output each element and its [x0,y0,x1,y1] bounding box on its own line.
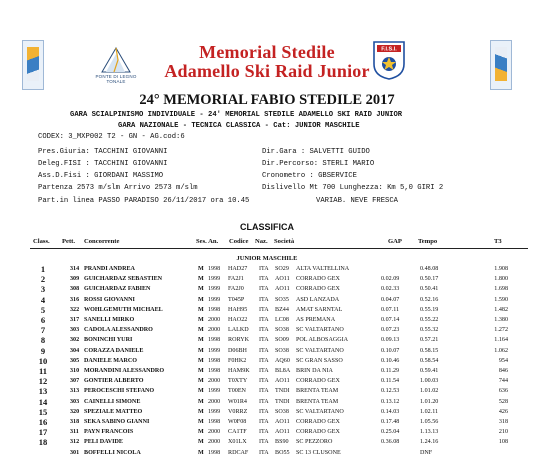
deleg-fisi: Deleg.FISI : TACCHINI GIOVANNI [38,160,168,168]
nation: ITA [259,296,269,303]
gap: 0.02.33 [381,286,400,293]
birth-year: 1999 [208,286,221,293]
sex: M [198,419,204,425]
birth-year: 2000 [208,378,221,385]
bib-number: 317 [70,317,80,323]
birth-year: 2000 [208,398,221,405]
gap: 0.13.12 [381,398,400,405]
rank: 8 [40,335,46,346]
club-code: SO29 [275,266,289,272]
nation: ITA [259,266,269,272]
bib-number: 303 [70,398,80,405]
points: 1.698 [494,286,508,293]
col-codice: Codice [229,238,249,245]
club-code: AO11 [275,419,290,425]
time: 0.55.22 [420,317,439,323]
bib-number: 312 [70,439,80,446]
club-name: BRIN DA NIA [296,368,333,374]
gap: 0.07.23 [381,327,400,334]
points: 1.062 [494,347,508,354]
points: 1.800 [494,276,508,283]
points: 1.482 [494,306,508,313]
nation: ITA [259,347,269,354]
table-row [0,439,534,449]
points: 1.908 [494,266,508,272]
athlete-name: MORANDINI ALESSANDRO [84,368,165,374]
gap: 0.25.04 [381,429,400,436]
athlete-name: DANIELE MARCO [84,357,137,364]
club-name: ALTA VALTELLINA [296,266,350,272]
athlete-name: SANELLI MIRKO [84,317,135,323]
points: 636 [498,388,508,395]
dir-gara: Dir.Gara : SALVETTI GUIDO [262,148,370,156]
club-code: AO11 [275,378,290,385]
rank: 5 [40,304,46,315]
athlete-name: PAYN FRANCOIS [84,429,134,436]
fisi-code: T0XTY [228,378,248,385]
athlete-name: BOFFELLI NICOLA [84,449,141,456]
birth-year: 1998 [208,306,221,313]
header-divider [30,248,528,249]
points: 954 [498,357,508,364]
birth-year: 1998 [208,419,221,425]
points: 210 [498,429,508,436]
club-name: CORRADO GEX [296,286,340,293]
club-code: BL8A [275,368,291,374]
nation: ITA [259,337,269,344]
sex: M [198,368,204,374]
fisi-code: X01LX [228,439,247,446]
club-name: AS PREMANA [296,317,336,323]
club-code: SO38 [275,327,289,334]
birth-year: 1999 [208,276,221,283]
col-naz: Naz. [255,238,268,245]
club-name: POL ALBOSAGGIA [296,337,349,344]
club-code: BS90 [275,439,289,446]
sex: M [198,266,204,272]
col-societa: Società [274,238,295,245]
birth-year: 2000 [208,327,221,334]
nation: ITA [259,327,269,334]
nation: ITA [259,439,269,446]
nation: ITA [259,378,269,385]
athlete-name: SPEZIALE MATTEO [84,408,143,415]
bib-number: 318 [70,419,80,425]
table-row [0,345,534,358]
fisi-code: T045P [228,296,245,303]
nation: ITA [259,449,269,456]
time: DNF [420,449,433,456]
nation: ITA [259,317,269,323]
gap: 0.04.07 [381,296,400,303]
club-code: BO55 [275,449,290,456]
fisi-code: RDCAF [228,449,249,456]
time: 1.24.16 [420,439,439,446]
rank: 18 [38,437,48,448]
nation: ITA [259,429,269,436]
partenza-arrivo: Partenza 2573 m/slm Arrivo 2573 m/slm [38,184,198,192]
fisi-code: FA2J1 [228,276,244,283]
birth-year: 1999 [208,388,221,395]
table-row [0,355,534,368]
sex: M [198,378,204,385]
gap: 0.11.54 [381,378,400,385]
birth-year: 1998 [208,368,221,374]
sex: M [198,276,204,283]
fisi-code: D06BH [228,347,247,354]
nation: ITA [259,357,269,364]
nation: ITA [259,286,269,293]
gap: 0.12.53 [381,388,400,395]
bib-number: 307 [70,378,80,385]
bib-number: 314 [70,266,80,272]
codex: CODEX: 3_MXP002 T2 - GN - AG.cod:6 [38,133,185,141]
bib-number: 313 [70,388,80,395]
table-row [0,304,534,317]
info-line1: GARA SCIALPINISMO INDIVIDUALE - 24' MEMORIAL STEDILE ADAMELLO SKI RAID JUNIOR [70,111,403,119]
col-gap: GAP [388,238,402,245]
rank: 10 [38,355,48,366]
athlete-name: PEROCESCHI STEFANO [84,388,155,395]
category-label: JUNIOR MASCHILE [236,255,298,262]
fisi-code: W01R4 [228,398,247,405]
time: 1.05.56 [420,419,439,425]
athlete-name: GUICHARDAZ SEBASTIEN [84,276,163,283]
time: 1.01.20 [420,398,439,405]
nation: ITA [259,388,269,395]
sex: M [198,317,204,323]
club-code: BZ44 [275,306,289,313]
bib-number: 303 [70,327,80,334]
birth-year: 2000 [208,429,221,436]
rank: 4 [40,294,46,305]
time: 0.58.54 [420,357,439,364]
club-code: AO11 [275,429,290,436]
athlete-name: WOHLGEMUTH MICHAEL [84,306,163,313]
table-row [0,317,534,327]
club-code: SO35 [275,296,289,303]
time: 0.48.08 [420,266,439,272]
sex: M [198,388,204,395]
club-name: ASD LANZADA [296,296,340,303]
nation: ITA [259,419,269,425]
event-title: 24° MEMORIAL FABIO STEDILE 2017 [139,92,395,108]
birth-year: 1999 [208,296,221,303]
sex: M [198,449,204,456]
fisi-code: W0F08 [228,419,247,425]
fisi-code: LALKD [228,327,249,334]
gap: 0.07.14 [381,317,400,323]
points: 318 [498,419,508,425]
athlete-name: PRANDI ANDREA [84,266,135,272]
rank: 6 [40,315,46,325]
birth-year: 2000 [208,317,221,323]
rank: 16 [38,417,48,427]
time: 1.00.03 [420,378,439,385]
club-name: SC GRAN SASSO [296,357,343,364]
info-line2: GARA NAZIONALE - TECNICA CLASSICA - Cat: JUNIOR MASCHILE [118,122,360,130]
athlete-name: BONINCHI YURI [84,337,133,344]
club-code: AO11 [275,276,290,283]
table-row [0,294,534,307]
fisi-code: HAD27 [228,266,248,272]
rank: 1 [40,264,46,274]
gap: 0.09.13 [381,337,400,344]
gap: 0.02.09 [381,276,400,283]
fisi-code: T00EN [228,388,246,395]
partenza-linea: Part.in linea PASSO PARADISO 26/11/2017 ora 10.45 [38,197,250,205]
gap: 0.07.11 [381,306,400,313]
nation: ITA [259,306,269,313]
nation: ITA [259,368,269,374]
points: 1.164 [494,337,508,344]
bib-number: 310 [70,368,80,374]
club-name: CORRADO GEX [296,378,340,385]
points: 426 [498,408,508,415]
time: 0.50.17 [420,276,439,283]
rank: 7 [40,325,46,336]
fisi-code: V0RRZ [228,408,248,415]
dir-percorso: Dir.Percorso: STERLI MARIO [262,160,375,168]
rank: 15 [38,406,48,417]
sex: M [198,337,204,344]
time: 1.02.11 [420,408,439,415]
svg-text:F.I.S.I.: F.I.S.I. [381,46,397,53]
rank: 13 [38,386,48,397]
time: 1.13.13 [420,429,439,436]
club-name: BRENTA TEAM [296,388,339,395]
time: 0.55.32 [420,327,439,334]
bib-number: 304 [70,347,80,354]
sex: M [198,327,204,334]
points: 1.380 [494,317,508,323]
gap: 0.36.08 [381,439,400,446]
fisi-code: F0HK2 [228,357,247,364]
time: 0.57.21 [420,337,439,344]
rank: 9 [40,345,46,356]
points: 1.272 [494,327,508,334]
sex: M [198,429,204,436]
table-row [0,406,534,419]
sex: M [198,347,204,354]
fisi-code: CA1TF [228,429,247,436]
club-code: AQ60 [275,357,290,364]
pres-giuria: Pres.Giuria: TACCHINI GIOVANNI [38,148,168,156]
birth-year: 1998 [208,266,221,272]
time: 0.59.41 [420,368,439,374]
gap: 0.17.48 [381,419,400,425]
club-name: SC VALTARTANO [296,408,344,415]
birth-year: 1999 [208,408,221,415]
birth-year: 1999 [208,347,221,354]
club-name: SC VALTARTANO [296,347,344,354]
club-name: CORRADO GEX [296,276,340,283]
table-row [0,337,534,347]
club-name: BRENTA TEAM [296,398,339,405]
sex: M [198,398,204,405]
sex: M [198,408,204,415]
points: 1.590 [494,296,508,303]
bib-number: 301 [70,449,80,456]
gap: 0.11.29 [381,368,400,374]
nation: ITA [259,408,269,415]
bib-number: 308 [70,286,80,293]
time: 0.58.15 [420,347,439,354]
table-row [0,266,534,276]
club-name: SC 13 CLUSONE [296,449,341,456]
ass-fisi: Ass.D.Fisi : GIORDANI MASSIMO [38,172,164,180]
rank: 17 [38,427,48,438]
time: 0.52.16 [420,296,439,303]
time: 0.55.19 [420,306,439,313]
points: 744 [498,378,508,385]
birth-year: 1998 [208,337,221,344]
sex: M [198,286,204,293]
col-concorrente: Concorrente [84,238,120,245]
athlete-name: CADOLA ALESSANDRO [84,327,153,334]
points: 108 [498,439,508,446]
fisi-code: HAO22 [228,317,248,323]
bib-number: 311 [70,429,79,436]
table-row [0,396,534,409]
athlete-name: CAINELLI SIMONE [84,398,141,405]
dislivello: Dislivello Mt 700 Lunghezza: Km 5,0 GIRI 2 [262,184,444,192]
rank: 11 [38,366,48,376]
club-name: SC VALTARTANO [296,327,344,334]
table-row [0,388,534,398]
club-name: AMAT SARNTAL [296,306,343,313]
club-name: CORRADO GEX [296,419,340,425]
fisi-code: FA2J0 [228,286,244,293]
gap: 0.10.46 [381,357,400,364]
rank: 2 [40,274,46,285]
club-name: CORRADO GEX [296,429,340,436]
athlete-name: GUICHARDAZ FABIEN [84,286,151,293]
title-line1: Memorial Stedile [199,42,335,62]
athlete-name: PELI DAVIDE [84,439,123,446]
gap: 0.14.03 [381,408,400,415]
bib-number: 302 [70,337,80,344]
club-code: SO38 [275,347,289,354]
rank: 14 [38,396,48,407]
birth-year: 1998 [208,357,221,364]
fisi-code: HAH95 [228,306,248,313]
cronometro: Cronometro : GBSERVICE [262,172,357,180]
athlete-name: CORAZZA DANIELE [84,347,144,354]
club-code: LC08 [275,317,289,323]
athlete-name: ROSSI GIOVANNI [84,296,135,303]
classifica-title: CLASSIFICA [240,222,294,232]
table-row [0,419,534,429]
birth-year: 2000 [208,439,221,446]
nation: ITA [259,276,269,283]
table-row [0,368,534,378]
bib-number: 305 [70,357,80,364]
table-row [0,429,534,439]
table-row [0,286,534,296]
col-sesso-anno: Ses. An. [196,238,219,245]
sex: M [198,296,204,303]
rank: 12 [38,376,48,387]
variabile: VARIAB. NEVE FRESCA [316,197,398,205]
bib-number: 320 [70,408,80,415]
table-row [0,378,534,388]
club-code: SO38 [275,408,289,415]
athlete-name: GONTIER ALBERTO [84,378,144,385]
time: 1.01.02 [420,388,439,395]
club-code: TNDI [275,388,290,395]
bib-number: 322 [70,306,80,313]
title-line2: Adamello Ski Raid Junior [164,61,370,81]
fisi-code: HAM9K [228,368,250,374]
sex: M [198,306,204,313]
sex: M [198,439,204,446]
athlete-name: SEKA SABINO GIANNI [84,419,150,425]
gap: 0.10.07 [381,347,400,354]
club-code: SO09 [275,337,289,344]
col-t3: T3 [494,238,502,245]
club-code: TNDI [275,398,290,405]
bib-number: 316 [70,296,80,303]
ponte-logo-text: PONTE DI LEGNO TONALE [95,74,137,84]
nation: ITA [259,398,269,405]
col-pett: Pett. [62,238,75,245]
points: 528 [498,398,508,405]
table-row [0,327,534,337]
rank: 3 [40,284,46,295]
bib-number: 309 [70,276,80,283]
fisi-code: RORYK [228,337,249,344]
club-code: AO11 [275,286,290,293]
table-header [0,238,534,248]
col-clas: Class. [33,238,50,245]
sex: M [198,357,204,364]
time: 0.50.41 [420,286,439,293]
birth-year: 1998 [208,449,221,456]
club-name: SC PEZZORO [296,439,333,446]
points: 846 [498,368,508,374]
table-row [0,276,534,286]
col-tempo: Tempo [418,238,438,245]
table-row [0,450,534,460]
